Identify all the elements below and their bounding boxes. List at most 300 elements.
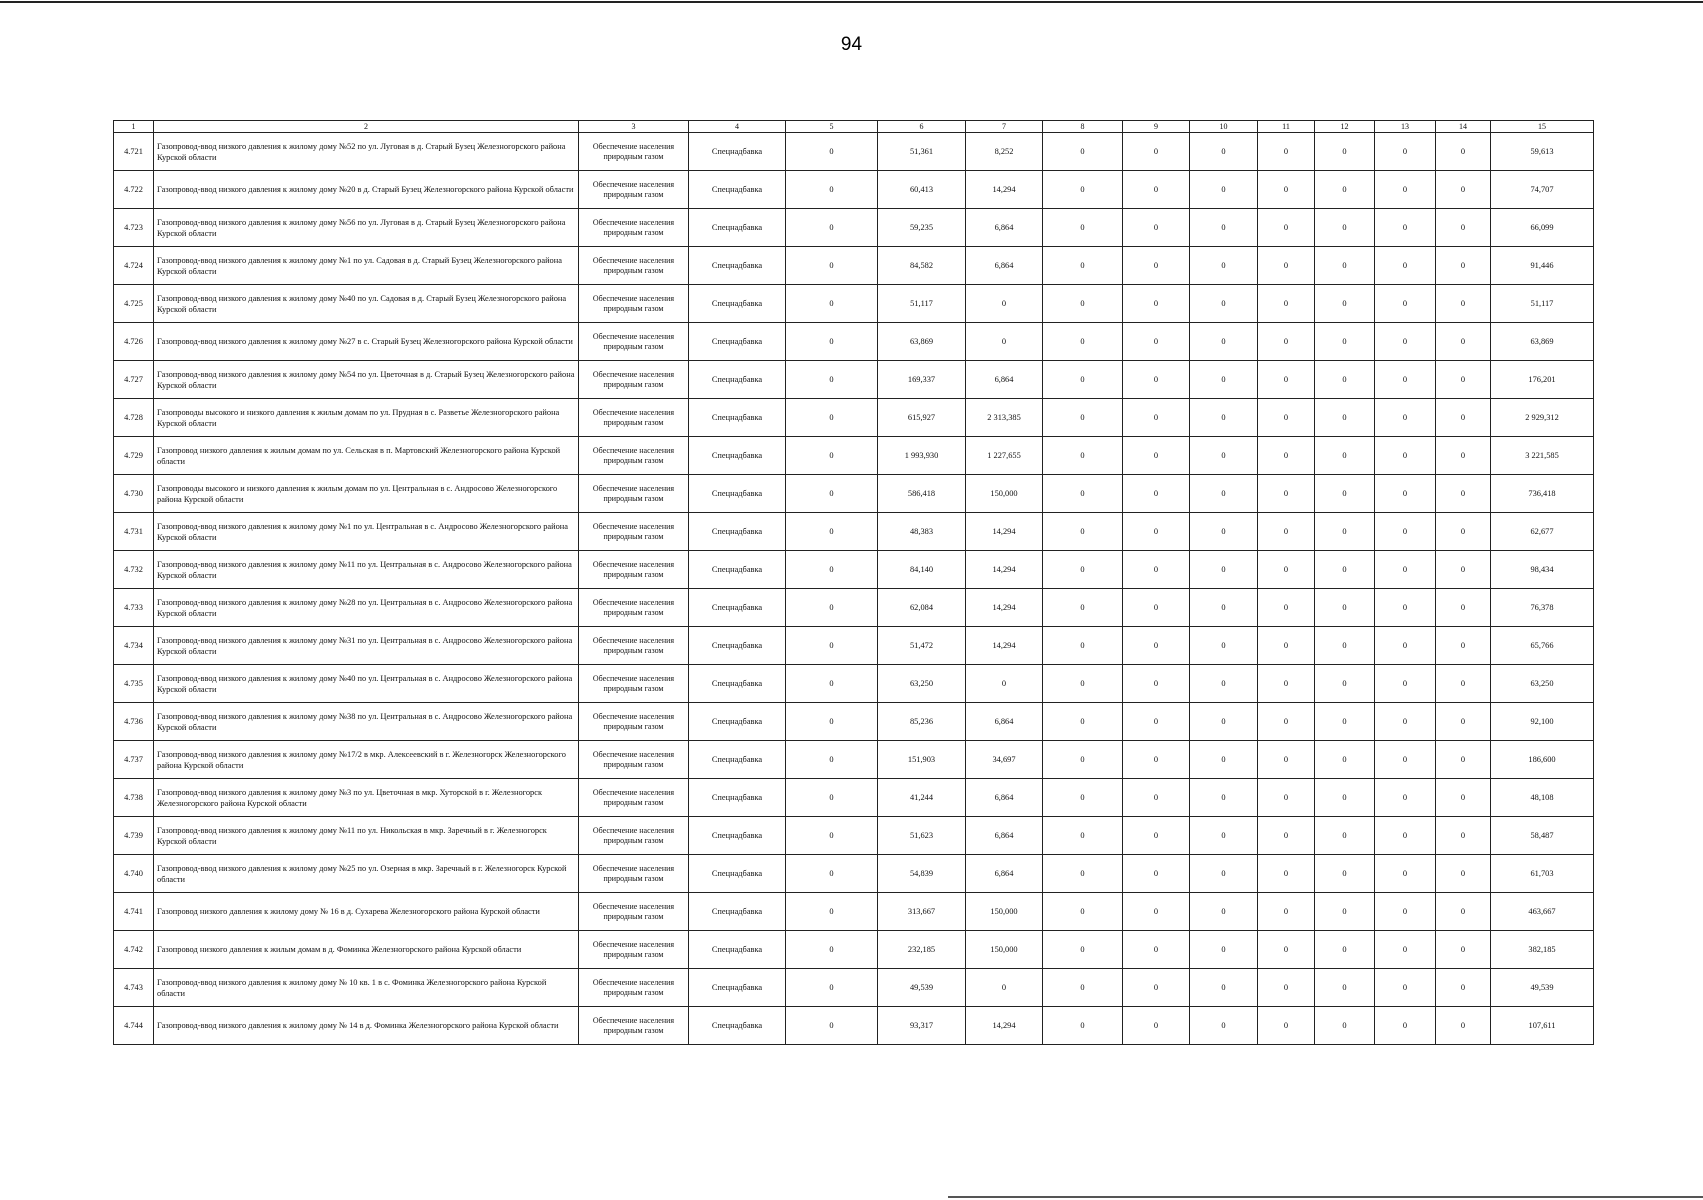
value-cell-col-11: 0 [1258, 893, 1315, 931]
value-cell-col-6: 59,235 [878, 209, 966, 247]
value-cell-col-8: 0 [1043, 855, 1123, 893]
value-cell-col-5: 0 [786, 703, 878, 741]
value-cell-col-6: 60,413 [878, 171, 966, 209]
value-cell-col-15: 736,418 [1491, 475, 1594, 513]
value-cell-col-6: 84,582 [878, 247, 966, 285]
value-cell-col-11: 0 [1258, 399, 1315, 437]
purpose-cell: Обеспечение населения природным газом [579, 285, 689, 323]
item-number-cell: 4.729 [114, 437, 154, 475]
funding-source-cell: Спецнадбавка [689, 893, 786, 931]
value-cell-col-10: 0 [1190, 171, 1258, 209]
table-row [114, 589, 1594, 627]
item-number-cell: 4.739 [114, 817, 154, 855]
value-cell-col-9: 0 [1123, 741, 1190, 779]
column-number-cell: 2 [154, 121, 579, 133]
value-cell-col-6: 93,317 [878, 1007, 966, 1045]
value-cell-col-10: 0 [1190, 475, 1258, 513]
value-cell-col-10: 0 [1190, 855, 1258, 893]
purpose-cell: Обеспечение населения природным газом [579, 475, 689, 513]
value-cell-col-6: 169,337 [878, 361, 966, 399]
value-cell-col-9: 0 [1123, 893, 1190, 931]
value-cell-col-9: 0 [1123, 817, 1190, 855]
object-name-cell: Газопровод-ввод низкого давления к жилому дому № 14 в д. Фоминка Железногорского района Курской области [154, 1007, 579, 1045]
value-cell-col-14: 0 [1436, 323, 1491, 361]
value-cell-col-13: 0 [1375, 817, 1436, 855]
value-cell-col-8: 0 [1043, 247, 1123, 285]
value-cell-col-6: 51,472 [878, 627, 966, 665]
table-row [114, 513, 1594, 551]
object-name-cell: Газопровод-ввод низкого давления к жилому дому №28 по ул. Центральная в с. Андросово Железногорского района Курской области [154, 589, 579, 627]
column-number-row [114, 121, 1594, 133]
value-cell-col-9: 0 [1123, 437, 1190, 475]
object-name-cell: Газопровод-ввод низкого давления к жилому дому №56 по ул. Луговая в д. Старый Бузец Железногорского района Курской области [154, 209, 579, 247]
value-cell-col-13: 0 [1375, 361, 1436, 399]
table-body [114, 121, 1594, 1045]
item-number-cell: 4.721 [114, 133, 154, 171]
value-cell-col-12: 0 [1315, 665, 1375, 703]
purpose-cell: Обеспечение населения природным газом [579, 209, 689, 247]
value-cell-col-11: 0 [1258, 589, 1315, 627]
value-cell-col-13: 0 [1375, 209, 1436, 247]
item-number-cell: 4.740 [114, 855, 154, 893]
object-name-cell: Газопроводы высокого и низкого давления к жилым домам по ул. Центральная в с. Андросово Железногорского района Курской области [154, 475, 579, 513]
value-cell-col-9: 0 [1123, 703, 1190, 741]
value-cell-col-15: 63,250 [1491, 665, 1594, 703]
value-cell-col-11: 0 [1258, 703, 1315, 741]
value-cell-col-7: 14,294 [966, 171, 1043, 209]
value-cell-col-5: 0 [786, 209, 878, 247]
value-cell-col-6: 63,869 [878, 323, 966, 361]
funding-source-cell: Спецнадбавка [689, 589, 786, 627]
value-cell-col-8: 0 [1043, 209, 1123, 247]
item-number-cell: 4.728 [114, 399, 154, 437]
value-cell-col-13: 0 [1375, 665, 1436, 703]
value-cell-col-12: 0 [1315, 133, 1375, 171]
value-cell-col-13: 0 [1375, 323, 1436, 361]
value-cell-col-9: 0 [1123, 931, 1190, 969]
item-number-cell: 4.734 [114, 627, 154, 665]
value-cell-col-6: 1 993,930 [878, 437, 966, 475]
value-cell-col-14: 0 [1436, 361, 1491, 399]
value-cell-col-6: 49,539 [878, 969, 966, 1007]
item-number-cell: 4.743 [114, 969, 154, 1007]
value-cell-col-6: 51,361 [878, 133, 966, 171]
value-cell-col-7: 0 [966, 665, 1043, 703]
value-cell-col-12: 0 [1315, 855, 1375, 893]
item-number-cell: 4.724 [114, 247, 154, 285]
value-cell-col-13: 0 [1375, 513, 1436, 551]
item-number-cell: 4.726 [114, 323, 154, 361]
value-cell-col-6: 51,623 [878, 817, 966, 855]
value-cell-col-12: 0 [1315, 475, 1375, 513]
value-cell-col-10: 0 [1190, 893, 1258, 931]
value-cell-col-12: 0 [1315, 551, 1375, 589]
column-number-cell: 6 [878, 121, 966, 133]
value-cell-col-7: 6,864 [966, 817, 1043, 855]
value-cell-col-12: 0 [1315, 741, 1375, 779]
value-cell-col-5: 0 [786, 893, 878, 931]
value-cell-col-5: 0 [786, 247, 878, 285]
value-cell-col-10: 0 [1190, 931, 1258, 969]
value-cell-col-15: 463,667 [1491, 893, 1594, 931]
purpose-cell: Обеспечение населения природным газом [579, 627, 689, 665]
value-cell-col-10: 0 [1190, 665, 1258, 703]
funding-source-cell: Спецнадбавка [689, 399, 786, 437]
object-name-cell: Газопровод-ввод низкого давления к жилому дому №1 по ул. Центральная в с. Андросово Железногорского района Курской области [154, 513, 579, 551]
value-cell-col-9: 0 [1123, 779, 1190, 817]
value-cell-col-12: 0 [1315, 893, 1375, 931]
funding-source-cell: Спецнадбавка [689, 817, 786, 855]
value-cell-col-13: 0 [1375, 855, 1436, 893]
value-cell-col-7: 0 [966, 969, 1043, 1007]
value-cell-col-13: 0 [1375, 285, 1436, 323]
value-cell-col-15: 382,185 [1491, 931, 1594, 969]
purpose-cell: Обеспечение населения природным газом [579, 855, 689, 893]
value-cell-col-11: 0 [1258, 779, 1315, 817]
funding-source-cell: Спецнадбавка [689, 665, 786, 703]
value-cell-col-15: 3 221,585 [1491, 437, 1594, 475]
purpose-cell: Обеспечение населения природным газом [579, 399, 689, 437]
column-number-cell: 11 [1258, 121, 1315, 133]
value-cell-col-15: 61,703 [1491, 855, 1594, 893]
value-cell-col-5: 0 [786, 475, 878, 513]
table-row [114, 1007, 1594, 1045]
item-number-cell: 4.737 [114, 741, 154, 779]
value-cell-col-11: 0 [1258, 133, 1315, 171]
value-cell-col-11: 0 [1258, 247, 1315, 285]
value-cell-col-15: 2 929,312 [1491, 399, 1594, 437]
item-number-cell: 4.741 [114, 893, 154, 931]
object-name-cell: Газопровод-ввод низкого давления к жилому дому №20 в д. Старый Бузец Железногорского района Курской области [154, 171, 579, 209]
value-cell-col-11: 0 [1258, 323, 1315, 361]
value-cell-col-7: 150,000 [966, 931, 1043, 969]
item-number-cell: 4.736 [114, 703, 154, 741]
value-cell-col-8: 0 [1043, 779, 1123, 817]
value-cell-col-12: 0 [1315, 361, 1375, 399]
value-cell-col-8: 0 [1043, 171, 1123, 209]
value-cell-col-15: 74,707 [1491, 171, 1594, 209]
value-cell-col-12: 0 [1315, 931, 1375, 969]
value-cell-col-11: 0 [1258, 437, 1315, 475]
object-name-cell: Газопровод-ввод низкого давления к жилому дому №27 в с. Старый Бузец Железногорского района Курской области [154, 323, 579, 361]
value-cell-col-15: 58,487 [1491, 817, 1594, 855]
value-cell-col-11: 0 [1258, 969, 1315, 1007]
value-cell-col-11: 0 [1258, 551, 1315, 589]
purpose-cell: Обеспечение населения природным газом [579, 665, 689, 703]
funding-source-cell: Спецнадбавка [689, 323, 786, 361]
object-name-cell: Газопровод-ввод низкого давления к жилому дому №1 по ул. Садовая в д. Старый Бузец Железногорского района Курской области [154, 247, 579, 285]
object-name-cell: Газопровод-ввод низкого давления к жилому дому №52 по ул. Луговая в д. Старый Бузец Железногорского района Курской области [154, 133, 579, 171]
funding-source-cell: Спецнадбавка [689, 741, 786, 779]
object-name-cell: Газопровод-ввод низкого давления к жилому дому №31 по ул. Центральная в с. Андросово Железногорского района Курской области [154, 627, 579, 665]
value-cell-col-9: 0 [1123, 133, 1190, 171]
value-cell-col-12: 0 [1315, 589, 1375, 627]
value-cell-col-7: 14,294 [966, 589, 1043, 627]
value-cell-col-15: 48,108 [1491, 779, 1594, 817]
value-cell-col-15: 62,677 [1491, 513, 1594, 551]
value-cell-col-8: 0 [1043, 627, 1123, 665]
value-cell-col-5: 0 [786, 779, 878, 817]
object-name-cell: Газопровод низкого давления к жилому дому № 16 в д. Сухарева Железногорского района Курской области [154, 893, 579, 931]
table-row [114, 817, 1594, 855]
value-cell-col-8: 0 [1043, 361, 1123, 399]
value-cell-col-14: 0 [1436, 589, 1491, 627]
table-row [114, 551, 1594, 589]
value-cell-col-11: 0 [1258, 855, 1315, 893]
value-cell-col-14: 0 [1436, 171, 1491, 209]
table-row [114, 855, 1594, 893]
value-cell-col-12: 0 [1315, 703, 1375, 741]
value-cell-col-14: 0 [1436, 893, 1491, 931]
value-cell-col-7: 14,294 [966, 1007, 1043, 1045]
funding-source-cell: Спецнадбавка [689, 171, 786, 209]
value-cell-col-10: 0 [1190, 323, 1258, 361]
value-cell-col-7: 34,697 [966, 741, 1043, 779]
value-cell-col-5: 0 [786, 855, 878, 893]
value-cell-col-8: 0 [1043, 969, 1123, 1007]
value-cell-col-13: 0 [1375, 703, 1436, 741]
value-cell-col-9: 0 [1123, 855, 1190, 893]
column-number-cell: 9 [1123, 121, 1190, 133]
value-cell-col-12: 0 [1315, 247, 1375, 285]
purpose-cell: Обеспечение населения природным газом [579, 969, 689, 1007]
investment-program-table [113, 120, 1594, 1045]
value-cell-col-10: 0 [1190, 741, 1258, 779]
purpose-cell: Обеспечение населения природным газом [579, 703, 689, 741]
value-cell-col-10: 0 [1190, 703, 1258, 741]
value-cell-col-15: 66,099 [1491, 209, 1594, 247]
value-cell-col-11: 0 [1258, 931, 1315, 969]
value-cell-col-5: 0 [786, 437, 878, 475]
value-cell-col-13: 0 [1375, 779, 1436, 817]
column-number-cell: 7 [966, 121, 1043, 133]
value-cell-col-9: 0 [1123, 323, 1190, 361]
value-cell-col-9: 0 [1123, 247, 1190, 285]
value-cell-col-7: 6,864 [966, 209, 1043, 247]
funding-source-cell: Спецнадбавка [689, 475, 786, 513]
value-cell-col-11: 0 [1258, 171, 1315, 209]
value-cell-col-10: 0 [1190, 779, 1258, 817]
value-cell-col-12: 0 [1315, 285, 1375, 323]
funding-source-cell: Спецнадбавка [689, 551, 786, 589]
value-cell-col-10: 0 [1190, 551, 1258, 589]
value-cell-col-15: 63,869 [1491, 323, 1594, 361]
column-number-cell: 13 [1375, 121, 1436, 133]
item-number-cell: 4.742 [114, 931, 154, 969]
funding-source-cell: Спецнадбавка [689, 969, 786, 1007]
value-cell-col-12: 0 [1315, 513, 1375, 551]
funding-source-cell: Спецнадбавка [689, 1007, 786, 1045]
value-cell-col-8: 0 [1043, 285, 1123, 323]
funding-source-cell: Спецнадбавка [689, 627, 786, 665]
value-cell-col-14: 0 [1436, 931, 1491, 969]
value-cell-col-15: 59,613 [1491, 133, 1594, 171]
purpose-cell: Обеспечение населения природным газом [579, 513, 689, 551]
value-cell-col-5: 0 [786, 361, 878, 399]
value-cell-col-10: 0 [1190, 817, 1258, 855]
table-row [114, 247, 1594, 285]
value-cell-col-12: 0 [1315, 1007, 1375, 1045]
table-row [114, 285, 1594, 323]
value-cell-col-14: 0 [1436, 817, 1491, 855]
value-cell-col-6: 62,084 [878, 589, 966, 627]
value-cell-col-14: 0 [1436, 779, 1491, 817]
value-cell-col-10: 0 [1190, 133, 1258, 171]
value-cell-col-7: 6,864 [966, 361, 1043, 399]
table-row [114, 703, 1594, 741]
value-cell-col-5: 0 [786, 817, 878, 855]
value-cell-col-8: 0 [1043, 475, 1123, 513]
value-cell-col-14: 0 [1436, 399, 1491, 437]
value-cell-col-12: 0 [1315, 323, 1375, 361]
value-cell-col-5: 0 [786, 589, 878, 627]
value-cell-col-13: 0 [1375, 171, 1436, 209]
value-cell-col-7: 2 313,385 [966, 399, 1043, 437]
value-cell-col-5: 0 [786, 551, 878, 589]
purpose-cell: Обеспечение населения природным газом [579, 893, 689, 931]
value-cell-col-10: 0 [1190, 285, 1258, 323]
value-cell-col-5: 0 [786, 969, 878, 1007]
item-number-cell: 4.723 [114, 209, 154, 247]
value-cell-col-11: 0 [1258, 665, 1315, 703]
value-cell-col-8: 0 [1043, 551, 1123, 589]
value-cell-col-10: 0 [1190, 437, 1258, 475]
value-cell-col-15: 76,378 [1491, 589, 1594, 627]
value-cell-col-13: 0 [1375, 1007, 1436, 1045]
value-cell-col-7: 14,294 [966, 551, 1043, 589]
value-cell-col-14: 0 [1436, 209, 1491, 247]
value-cell-col-11: 0 [1258, 627, 1315, 665]
item-number-cell: 4.727 [114, 361, 154, 399]
column-number-cell: 3 [579, 121, 689, 133]
funding-source-cell: Спецнадбавка [689, 361, 786, 399]
value-cell-col-15: 176,201 [1491, 361, 1594, 399]
value-cell-col-12: 0 [1315, 969, 1375, 1007]
value-cell-col-15: 186,600 [1491, 741, 1594, 779]
value-cell-col-14: 0 [1436, 1007, 1491, 1045]
purpose-cell: Обеспечение населения природным газом [579, 551, 689, 589]
value-cell-col-14: 0 [1436, 627, 1491, 665]
value-cell-col-6: 48,383 [878, 513, 966, 551]
value-cell-col-13: 0 [1375, 399, 1436, 437]
value-cell-col-10: 0 [1190, 513, 1258, 551]
value-cell-col-6: 51,117 [878, 285, 966, 323]
object-name-cell: Газопровод низкого давления к жилым домам по ул. Сельская в п. Мартовский Железногорского района Курской области [154, 437, 579, 475]
value-cell-col-6: 151,903 [878, 741, 966, 779]
value-cell-col-14: 0 [1436, 969, 1491, 1007]
table-row [114, 399, 1594, 437]
value-cell-col-5: 0 [786, 513, 878, 551]
value-cell-col-14: 0 [1436, 513, 1491, 551]
value-cell-col-10: 0 [1190, 627, 1258, 665]
value-cell-col-7: 1 227,655 [966, 437, 1043, 475]
value-cell-col-8: 0 [1043, 437, 1123, 475]
value-cell-col-14: 0 [1436, 437, 1491, 475]
value-cell-col-12: 0 [1315, 437, 1375, 475]
value-cell-col-5: 0 [786, 285, 878, 323]
value-cell-col-8: 0 [1043, 893, 1123, 931]
table-row [114, 665, 1594, 703]
value-cell-col-8: 0 [1043, 703, 1123, 741]
purpose-cell: Обеспечение населения природным газом [579, 779, 689, 817]
value-cell-col-6: 54,839 [878, 855, 966, 893]
value-cell-col-10: 0 [1190, 969, 1258, 1007]
object-name-cell: Газопровод-ввод низкого давления к жилому дому №40 по ул. Центральная в с. Андросово Железногорского района Курской области [154, 665, 579, 703]
value-cell-col-9: 0 [1123, 361, 1190, 399]
object-name-cell: Газопровод низкого давления к жилым домам в д. Фоминка Железногорского района Курской области [154, 931, 579, 969]
funding-source-cell: Спецнадбавка [689, 285, 786, 323]
column-number-cell: 10 [1190, 121, 1258, 133]
value-cell-col-7: 6,864 [966, 247, 1043, 285]
value-cell-col-8: 0 [1043, 741, 1123, 779]
value-cell-col-8: 0 [1043, 589, 1123, 627]
object-name-cell: Газопровод-ввод низкого давления к жилому дому №17/2 в мкр. Алексеевский в г. Железногорск Железногорского района Курской области [154, 741, 579, 779]
value-cell-col-12: 0 [1315, 627, 1375, 665]
value-cell-col-8: 0 [1043, 513, 1123, 551]
item-number-cell: 4.730 [114, 475, 154, 513]
value-cell-col-9: 0 [1123, 589, 1190, 627]
value-cell-col-14: 0 [1436, 551, 1491, 589]
value-cell-col-13: 0 [1375, 247, 1436, 285]
funding-source-cell: Спецнадбавка [689, 247, 786, 285]
table-row [114, 437, 1594, 475]
value-cell-col-14: 0 [1436, 285, 1491, 323]
value-cell-col-5: 0 [786, 741, 878, 779]
value-cell-col-13: 0 [1375, 437, 1436, 475]
column-number-cell: 15 [1491, 121, 1594, 133]
value-cell-col-15: 92,100 [1491, 703, 1594, 741]
value-cell-col-5: 0 [786, 931, 878, 969]
value-cell-col-5: 0 [786, 1007, 878, 1045]
value-cell-col-10: 0 [1190, 399, 1258, 437]
value-cell-col-9: 0 [1123, 969, 1190, 1007]
value-cell-col-6: 41,244 [878, 779, 966, 817]
value-cell-col-6: 232,185 [878, 931, 966, 969]
value-cell-col-13: 0 [1375, 627, 1436, 665]
item-number-cell: 4.733 [114, 589, 154, 627]
table-row [114, 627, 1594, 665]
purpose-cell: Обеспечение населения природным газом [579, 247, 689, 285]
value-cell-col-7: 0 [966, 285, 1043, 323]
value-cell-col-15: 107,611 [1491, 1007, 1594, 1045]
value-cell-col-13: 0 [1375, 741, 1436, 779]
value-cell-col-13: 0 [1375, 475, 1436, 513]
table-row [114, 475, 1594, 513]
value-cell-col-8: 0 [1043, 931, 1123, 969]
value-cell-col-14: 0 [1436, 133, 1491, 171]
value-cell-col-9: 0 [1123, 285, 1190, 323]
column-number-cell: 4 [689, 121, 786, 133]
object-name-cell: Газопровод-ввод низкого давления к жилому дому №3 по ул. Цветочная в мкр. Хуторской в г. Железногорск Железногорского района Курской области [154, 779, 579, 817]
value-cell-col-7: 6,864 [966, 703, 1043, 741]
object-name-cell: Газопровод-ввод низкого давления к жилому дому №38 по ул. Центральная в с. Андросово Железногорского района Курской области [154, 703, 579, 741]
value-cell-col-13: 0 [1375, 931, 1436, 969]
value-cell-col-9: 0 [1123, 627, 1190, 665]
value-cell-col-12: 0 [1315, 817, 1375, 855]
value-cell-col-13: 0 [1375, 893, 1436, 931]
value-cell-col-13: 0 [1375, 589, 1436, 627]
funding-source-cell: Спецнадбавка [689, 855, 786, 893]
value-cell-col-13: 0 [1375, 969, 1436, 1007]
object-name-cell: Газопроводы высокого и низкого давления к жилым домам по ул. Прудная в с. Разветье Железногорского района Курской области [154, 399, 579, 437]
purpose-cell: Обеспечение населения природным газом [579, 1007, 689, 1045]
value-cell-col-10: 0 [1190, 589, 1258, 627]
value-cell-col-5: 0 [786, 399, 878, 437]
item-number-cell: 4.744 [114, 1007, 154, 1045]
value-cell-col-9: 0 [1123, 1007, 1190, 1045]
table-row [114, 931, 1594, 969]
object-name-cell: Газопровод-ввод низкого давления к жилому дому №54 по ул. Цветочная в д. Старый Бузец Железногорского района Курской области [154, 361, 579, 399]
